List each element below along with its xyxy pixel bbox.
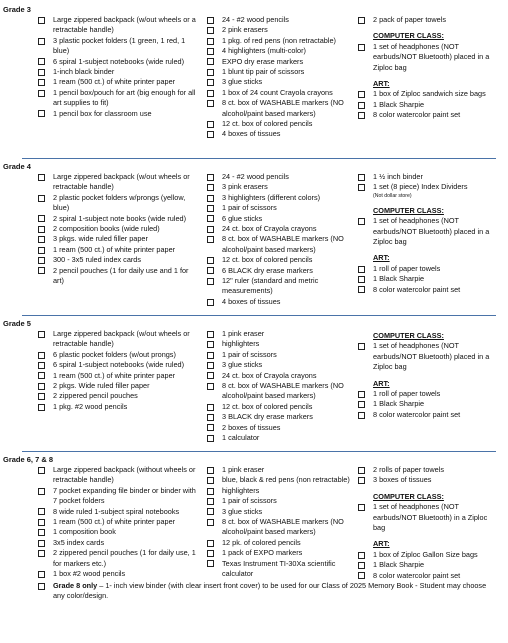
checkbox[interactable] — [207, 17, 214, 24]
column-2 — [201, 15, 352, 140]
list-item[interactable]: 3 pkgs. wide ruled filler paper — [35, 234, 201, 244]
list-item[interactable]: 1 ½ inch binder — [355, 172, 495, 182]
list-item[interactable]: 3 BLACK dry erase markers — [204, 412, 352, 422]
checkbox[interactable] — [38, 195, 45, 202]
checkbox[interactable] — [38, 215, 45, 222]
column-1 — [22, 465, 201, 581]
list-item[interactable]: 2 spiral 1-subject note books (wide ruled) — [35, 214, 201, 224]
column-2 — [201, 172, 352, 307]
checkbox[interactable] — [358, 572, 365, 579]
checkbox[interactable] — [358, 184, 365, 191]
checkbox[interactable] — [358, 17, 365, 24]
checkbox[interactable] — [358, 467, 365, 474]
checkbox[interactable] — [207, 372, 214, 379]
checkbox[interactable] — [207, 404, 214, 411]
list-item[interactable]: 1 pkg. #2 wood pencils — [35, 402, 201, 412]
checkbox[interactable] — [207, 278, 214, 285]
list-item[interactable]: 8 color watercolor paint set — [355, 571, 495, 581]
list-item[interactable]: 1 roll of paper towels — [355, 264, 495, 274]
checkbox[interactable] — [207, 508, 214, 515]
checkbox[interactable] — [38, 58, 45, 65]
list-item[interactable]: 3 glue sticks — [204, 360, 352, 370]
checkbox[interactable] — [358, 477, 365, 484]
list-item[interactable]: Large zippered backpack (without wheels or retractable handle) — [35, 465, 201, 486]
list-item[interactable]: 24 ct. box of Crayola crayons — [204, 371, 352, 381]
computer-class-heading: COMPUTER CLASS: — [373, 491, 444, 501]
list-item[interactable]: 300 - 3x5 ruled index cards — [35, 255, 201, 265]
checkbox[interactable] — [358, 504, 365, 511]
list-item[interactable]: 8 ct. box of WASHABLE markers (NO alcohol/paint based markers) — [204, 517, 352, 538]
list-item[interactable]: 2 pink erasers — [204, 25, 352, 35]
list-item[interactable]: 1 ream (500 ct.) of white printer paper — [35, 371, 201, 381]
list-item[interactable]: 1 box of Ziploc Gallon Size bags — [355, 550, 495, 560]
list-item[interactable]: Texas Instrument TI-30Xa scientific calculator — [204, 559, 352, 580]
checkbox[interactable] — [207, 560, 214, 567]
checkbox[interactable] — [358, 391, 365, 398]
checkbox[interactable] — [207, 38, 214, 45]
column-1 — [22, 172, 201, 307]
list-item[interactable]: 3 pink erasers — [204, 182, 352, 192]
list-item[interactable]: 8 wide ruled 1-subject spiral notebooks — [35, 507, 201, 517]
checkbox[interactable] — [207, 519, 214, 526]
checkbox[interactable] — [207, 226, 214, 233]
checkbox[interactable] — [358, 343, 365, 350]
checkbox[interactable] — [358, 401, 365, 408]
list-item[interactable]: 1 pair of scissors — [204, 496, 352, 506]
checkbox[interactable] — [207, 540, 214, 547]
list-item[interactable]: 8 ct. box of WASHABLE markers (NO alcohol/paint based markers) — [204, 381, 352, 402]
list-item[interactable]: 6 BLACK dry erase markers — [204, 266, 352, 276]
list-item[interactable]: 1 pack of EXPO markers — [204, 548, 352, 558]
checkbox[interactable] — [38, 90, 45, 97]
grade-3-section — [3, 2, 496, 159]
list-item[interactable]: 1 set of headphones (NOT earbuds/NOT Bluetooth) in a Ziploc bag — [355, 502, 495, 533]
checkbox[interactable] — [358, 44, 365, 51]
list-item[interactable]: 6 spiral 1-subject notebooks (wide ruled) — [35, 57, 201, 67]
list-item[interactable]: 24 - #2 wood pencils — [204, 172, 352, 182]
checkbox[interactable] — [38, 267, 45, 274]
checkbox[interactable] — [358, 174, 365, 181]
column-3 — [352, 172, 495, 307]
list-item[interactable]: 1 box of 24 count Crayola crayons — [204, 88, 352, 98]
checkbox[interactable] — [38, 226, 45, 233]
list-item[interactable]: 6 plastic pocket folders (w/out prongs) — [35, 350, 201, 360]
checkbox[interactable] — [38, 17, 45, 24]
checkbox[interactable] — [38, 110, 45, 117]
list-item[interactable]: 1 blunt tip pair of scissors — [204, 67, 352, 77]
checkbox[interactable] — [38, 69, 45, 76]
list-item[interactable]: 2 rolls of paper towels — [355, 465, 495, 475]
checkbox[interactable] — [38, 174, 45, 181]
list-item[interactable]: 1 pencil box/pouch for art (big enough for all art supplies to fit) — [35, 88, 201, 109]
checkbox[interactable] — [207, 236, 214, 243]
checkbox[interactable] — [207, 267, 214, 274]
checkbox[interactable] — [207, 331, 214, 338]
list-item[interactable]: 2 plastic pocket folders w/prongs (yellow, blue) — [35, 193, 201, 214]
checkbox[interactable] — [38, 38, 45, 45]
checkbox[interactable] — [207, 48, 214, 55]
checkbox[interactable] — [207, 362, 214, 369]
list-item[interactable]: 12 pk. of colored pencils — [204, 538, 352, 548]
list-item[interactable]: 1 pink eraser — [204, 465, 352, 475]
checkbox[interactable] — [358, 91, 365, 98]
checkbox[interactable] — [207, 299, 214, 306]
list-item[interactable]: 8 color watercolor paint set — [355, 110, 495, 120]
checkbox[interactable] — [207, 435, 214, 442]
checkbox[interactable] — [207, 174, 214, 181]
checkbox[interactable] — [207, 383, 214, 390]
list-item[interactable]: 1 ream (500 ct.) of white printer paper — [35, 517, 201, 527]
grade-5-section — [3, 316, 496, 452]
checkbox[interactable] — [207, 550, 214, 557]
checkbox[interactable] — [38, 404, 45, 411]
checkbox[interactable] — [207, 257, 214, 264]
column-1 — [22, 329, 201, 443]
art-heading: ART: — [373, 79, 390, 89]
list-item[interactable]: 12 ct. box of colored pencils — [204, 402, 352, 412]
list-item[interactable]: 1 set (8 piece) Index Dividers (Not dollar store) — [355, 182, 495, 199]
list-item[interactable]: 1-inch black binder — [35, 67, 201, 77]
checkbox[interactable] — [38, 508, 45, 515]
list-item[interactable]: 2 composition books (wide ruled) — [35, 224, 201, 234]
grade-4-section — [3, 159, 496, 316]
list-item[interactable]: 1 pair of scissors — [204, 203, 352, 213]
section-title: Grade 6, 7 & 8 — [3, 455, 54, 464]
column-1 — [22, 15, 201, 140]
checkbox[interactable] — [38, 571, 45, 578]
list-item[interactable]: 1 composition book — [35, 527, 201, 537]
list-item[interactable]: 1 Black Sharpie — [355, 274, 495, 284]
computer-class-heading: COMPUTER CLASS: — [373, 31, 444, 41]
checkbox[interactable] — [207, 205, 214, 212]
grade-6-7-8-section — [3, 452, 496, 638]
list-item[interactable]: 1 set of headphones (NOT earbuds/NOT Bluetooth) placed in a Ziploc bag — [355, 341, 495, 372]
list-item[interactable]: 8 ct. box of WASHABLE markers (NO alcohol/paint based markers) — [204, 98, 352, 119]
list-item[interactable]: 3 plastic pocket folders (1 green, 1 red, 1 blue) — [35, 36, 201, 57]
checkbox[interactable] — [207, 477, 214, 484]
checkbox[interactable] — [38, 79, 45, 86]
section-title: Grade 5 — [3, 319, 31, 328]
checkbox[interactable] — [207, 184, 214, 191]
list-item[interactable]: 3x5 index cards — [35, 538, 201, 548]
art-heading: ART: — [373, 378, 390, 388]
column-2 — [201, 465, 352, 581]
list-item[interactable]: 1 roll of paper towels — [355, 389, 495, 399]
computer-class-heading: COMPUTER CLASS: — [373, 205, 444, 215]
checkbox[interactable] — [38, 236, 45, 243]
list-item[interactable]: 24 ct. box of Crayola crayons — [204, 224, 352, 234]
checkbox[interactable] — [38, 550, 45, 557]
list-item[interactable]: highlighters — [204, 339, 352, 349]
checkbox[interactable] — [207, 414, 214, 421]
list-item[interactable]: Large zippered backpack (w/out wheels or a retractable handle) — [35, 15, 201, 36]
list-item[interactable]: 1 set of headphones (NOT earbuds/NOT Bluetooth) placed in a Ziploc bag — [355, 42, 495, 73]
list-item[interactable]: 4 boxes of tissues — [204, 129, 352, 139]
art-heading: ART: — [373, 539, 390, 549]
list-item[interactable]: 1 pkg. of red pens (non retractable) — [204, 36, 352, 46]
list-item[interactable]: 1 calculator — [204, 433, 352, 443]
checkbox[interactable] — [358, 266, 365, 273]
checkbox[interactable] — [38, 362, 45, 369]
checkbox[interactable] — [207, 498, 214, 505]
list-item[interactable]: 12" ruler (standard and metric measurements) — [204, 276, 352, 297]
list-item[interactable]: 2 pkgs. Wide ruled filler paper — [35, 381, 201, 391]
list-item[interactable]: 4 highlighters (multi-color) — [204, 46, 352, 56]
checkbox[interactable] — [358, 218, 365, 225]
checkbox[interactable] — [358, 562, 365, 569]
list-item[interactable]: 1 box of Ziploc sandwich size bags — [355, 89, 495, 99]
checkbox[interactable] — [358, 552, 365, 559]
checkbox[interactable] — [207, 488, 214, 495]
checkbox[interactable] — [207, 79, 214, 86]
checkbox[interactable] — [358, 286, 365, 293]
checkbox[interactable] — [207, 424, 214, 431]
checkbox[interactable] — [358, 412, 365, 419]
list-item[interactable]: 1 Black Sharpie — [355, 560, 495, 570]
list-item[interactable]: 1 ream (500 ct.) of white printer paper — [35, 245, 201, 255]
list-item[interactable]: 8 color watercolor paint set — [355, 410, 495, 420]
list-item[interactable]: blue, black & red pens (non retractable) — [204, 475, 352, 485]
checkbox[interactable] — [38, 331, 45, 338]
grade-8-note[interactable]: Grade 8 only – 1- inch view binder (with clear insert front cover) to be used for our Class of 2025 Memory Book - Student may choose any color/design. — [35, 581, 496, 602]
checkbox[interactable] — [207, 131, 214, 138]
list-item[interactable]: 1 set of headphones (NOT earbuds/NOT Bluetooth) placed in a Ziploc bag — [355, 216, 495, 247]
checkbox[interactable] — [38, 583, 45, 590]
list-item[interactable]: EXPO dry erase markers — [204, 57, 352, 67]
list-item[interactable]: 1 box #2 wood pencils — [35, 569, 201, 579]
list-item[interactable]: 1 pair of scissors — [204, 350, 352, 360]
checkbox[interactable] — [207, 100, 214, 107]
list-item[interactable]: 8 color watercolor paint set — [355, 285, 495, 295]
list-item[interactable]: 2 pack of paper towels — [355, 15, 495, 25]
checkbox[interactable] — [38, 393, 45, 400]
checkbox[interactable] — [38, 519, 45, 526]
column-3 — [352, 329, 495, 443]
checkbox[interactable] — [38, 257, 45, 264]
grade-8-note-row — [22, 581, 496, 602]
checkbox[interactable] — [207, 58, 214, 65]
checkbox[interactable] — [207, 27, 214, 34]
list-item[interactable]: 6 spiral 1-subject notebooks (wide ruled) — [35, 360, 201, 370]
column-3 — [352, 15, 495, 140]
column-2 — [201, 329, 352, 443]
list-item[interactable]: 4 boxes of tissues — [204, 297, 352, 307]
checkbox[interactable] — [38, 540, 45, 547]
checkbox[interactable] — [207, 467, 214, 474]
list-item[interactable]: 2 zippered pencil pouches (1 for daily use, 1 for markers etc.) — [35, 548, 201, 569]
list-item[interactable]: 1 Black Sharpie — [355, 100, 495, 110]
checkbox[interactable] — [207, 69, 214, 76]
list-item[interactable]: 8 ct. box of WASHABLE markers (NO alcohol/paint based markers) — [204, 234, 352, 255]
column-3 — [352, 465, 495, 581]
checkbox[interactable] — [207, 341, 214, 348]
list-item[interactable]: 2 pencil pouches (1 for daily use and 1 for art) — [35, 266, 201, 287]
checkbox[interactable] — [207, 352, 214, 359]
list-item[interactable]: 1 pencil box for classroom use — [35, 109, 201, 119]
list-item[interactable]: 3 glue sticks — [204, 77, 352, 87]
checkbox[interactable] — [358, 276, 365, 283]
checkbox[interactable] — [358, 102, 365, 109]
list-item[interactable]: 1 ream (500 ct.) of white printer paper — [35, 77, 201, 87]
checkbox[interactable] — [38, 372, 45, 379]
checkbox[interactable] — [38, 488, 45, 495]
checkbox[interactable] — [38, 467, 45, 474]
checkbox[interactable] — [207, 195, 214, 202]
list-item[interactable]: 6 glue sticks — [204, 214, 352, 224]
checkbox[interactable] — [358, 112, 365, 119]
list-item[interactable]: 3 boxes of tissues — [355, 475, 495, 485]
list-item[interactable]: 2 boxes of tissues — [204, 423, 352, 433]
list-item[interactable]: Large zippered backpack (w/out wheels or retractable handle) — [35, 172, 201, 193]
list-item[interactable]: 12 ct. box of colored pencils — [204, 255, 352, 265]
checkbox[interactable] — [38, 247, 45, 254]
section-title: Grade 3 — [3, 5, 31, 14]
list-item[interactable]: 1 pink eraser — [204, 329, 352, 339]
checkbox[interactable] — [38, 529, 45, 536]
list-item[interactable]: 7 pocket expanding file binder or binder with 7 pocket folders — [35, 486, 201, 507]
list-item[interactable]: highlighters — [204, 486, 352, 496]
art-heading: ART: — [373, 253, 390, 263]
list-item[interactable]: 3 highlighters (different colors) — [204, 193, 352, 203]
list-item[interactable]: 1 Black Sharpie — [355, 399, 495, 409]
checkbox[interactable] — [207, 90, 214, 97]
list-item[interactable]: 2 zippered pencil pouches — [35, 391, 201, 401]
item-note: (Not dollar store) — [373, 192, 412, 199]
supply-list-page — [3, 2, 496, 640]
list-item[interactable]: 24 - #2 wood pencils — [204, 15, 352, 25]
section-title: Grade 4 — [3, 162, 31, 171]
computer-class-heading: COMPUTER CLASS: — [373, 331, 444, 340]
list-item[interactable]: 12 ct. box of colored pencils — [204, 119, 352, 129]
checkbox[interactable] — [207, 121, 214, 128]
list-item[interactable]: 3 glue sticks — [204, 507, 352, 517]
checkbox[interactable] — [207, 215, 214, 222]
checkbox[interactable] — [38, 383, 45, 390]
list-item[interactable]: Large zippered backpack (w/out wheels or retractable handle) — [35, 329, 201, 350]
checkbox[interactable] — [38, 352, 45, 359]
